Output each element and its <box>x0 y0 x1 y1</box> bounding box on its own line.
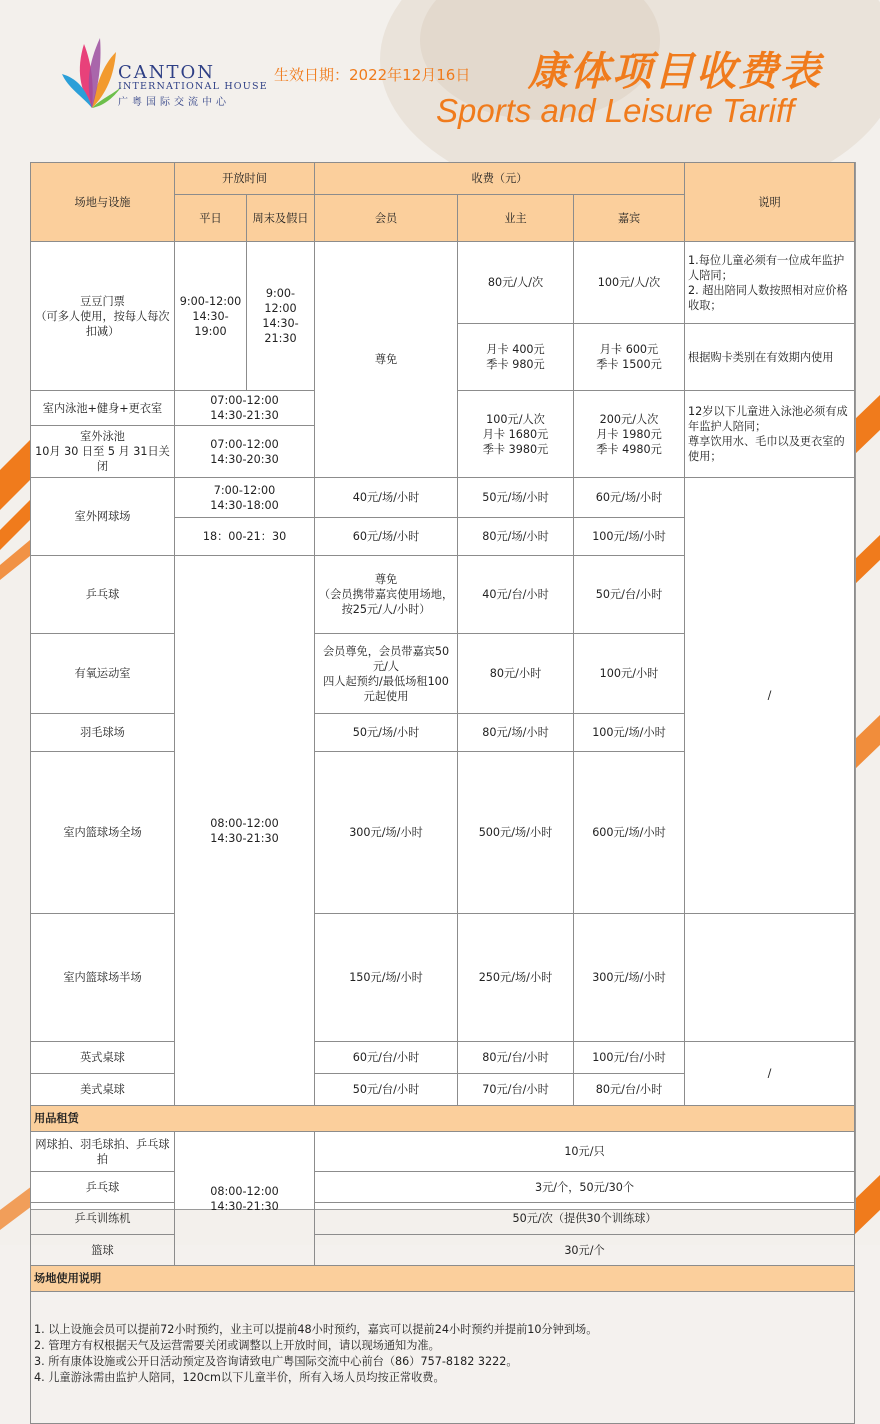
pool-note: 12岁以下儿童进入泳池必须有成年监护人陪同； 尊享饮用水、毛巾以及更衣室的使用； <box>685 391 855 478</box>
venue-aerobic: 有氧运动室 <box>31 634 175 714</box>
rule-line: 4. 儿童游泳需由监护人陪同，120cm以下儿童半价，所有入场人员均按正常收费。 <box>34 1371 445 1384</box>
rental-item-name: 乒乓球 <box>31 1172 175 1203</box>
doudou-weekday-hours: 9:00-12:00 14:30-19:00 <box>175 242 247 391</box>
venue-tennis: 室外网球场 <box>31 478 175 556</box>
venue-basketball-half: 室内篮球场半场 <box>31 914 175 1042</box>
tennis-member-night: 60元/场/小时 <box>315 518 458 556</box>
venue-badminton: 羽毛球场 <box>31 714 175 752</box>
doudou-note: 1.每位儿童必须有一位成年监护人陪同； 2. 超出陪同人数按照相对应价格收取； <box>685 242 855 324</box>
header-member: 会员 <box>315 195 458 242</box>
header-weekend: 周末及假日 <box>247 195 315 242</box>
rental-item-price: 50元/次（提供30个训练球） <box>315 1203 855 1235</box>
tennis-hours-day: 7:00-12:00 14:30-18:00 <box>175 478 315 518</box>
tariff-table <box>30 162 855 1424</box>
lotus-logo-icon <box>62 30 122 112</box>
bball-half-owner-fee: 250元/场/小时 <box>458 914 574 1042</box>
rental-item-price: 3元/个，50元/30个 <box>315 1172 855 1203</box>
venue-outdoor-pool: 室外泳池 10月 30 日至 5 月 31日关闭 <box>31 426 175 478</box>
brand-logo <box>118 62 268 108</box>
venue-pool-table: 美式桌球 <box>31 1074 175 1106</box>
venue-basketball-full: 室内篮球场全场 <box>31 752 175 914</box>
rental-hours: 08:00-12:00 14:30-21:30 <box>175 1132 315 1266</box>
snooker-owner-fee: 80元/台/小时 <box>458 1042 574 1074</box>
usage-rules <box>31 1292 855 1424</box>
header-fee: 收费（元） <box>315 163 685 195</box>
doudou-owner-card: 月卡 400元 季卡 980元 <box>458 324 574 391</box>
header-guest: 嘉宾 <box>574 195 685 242</box>
badminton-member-fee: 50元/场/小时 <box>315 714 458 752</box>
doudou-weekend-hours: 9:00-12:00 14:30- 21:30 <box>247 242 315 391</box>
rule-line: 1. 以上设施会员可以提前72小时预约，业主可以提前48小时预约，嘉宾可以提前24小时预约并提前10分钟到场。 <box>34 1323 598 1336</box>
snooker-member-fee: 60元/台/小时 <box>315 1042 458 1074</box>
rental-item-name: 篮球 <box>31 1235 175 1266</box>
pool-table-owner-fee: 70元/台/小时 <box>458 1074 574 1106</box>
doudou-pool-member-fee: 尊免 <box>315 242 458 478</box>
rental-item-name: 网球拍、羽毛球拍、乒乓球拍 <box>31 1132 175 1172</box>
pingpong-member-fee: 尊免 （会员携带嘉宾使用场地，按25元/人/小时） <box>315 556 458 634</box>
rental-section-title: 用品租赁 <box>31 1106 855 1132</box>
rules-section-title: 场地使用说明 <box>31 1266 855 1292</box>
header-venue: 场地与设施 <box>31 163 175 242</box>
effective-date: 生效日期：2022年12月16日 <box>274 66 471 84</box>
sports-note-slash: / <box>685 478 855 914</box>
tennis-guest-day: 60元/场/小时 <box>574 478 685 518</box>
doudou-owner-fee: 80元/人/次 <box>458 242 574 324</box>
bball-full-guest-fee: 600元/场/小时 <box>574 752 685 914</box>
aerobic-owner-fee: 80元/小时 <box>458 634 574 714</box>
bball-half-member-fee: 150元/场/小时 <box>315 914 458 1042</box>
doudou-guest-card: 月卡 600元 季卡 1500元 <box>574 324 685 391</box>
header-note: 说明 <box>685 163 855 242</box>
header-hours: 开放时间 <box>175 163 315 195</box>
page-title-chinese: 康体项目收费表 <box>528 49 822 95</box>
venue-indoor-pool: 室内泳池+健身+更衣室 <box>31 391 175 426</box>
pool-guest-fee: 200元/人次 月卡 1980元 季卡 4980元 <box>574 391 685 478</box>
page-header <box>0 0 880 160</box>
doudou-card-note: 根据购卡类别在有效期内使用 <box>685 324 855 391</box>
bball-full-member-fee: 300元/场/小时 <box>315 752 458 914</box>
badminton-owner-fee: 80元/场/小时 <box>458 714 574 752</box>
venue-snooker: 英式桌球 <box>31 1042 175 1074</box>
header-owner: 业主 <box>458 195 574 242</box>
tennis-guest-night: 100元/场/小时 <box>574 518 685 556</box>
rental-item-price: 10元/只 <box>315 1132 855 1172</box>
logo-chinese-name: 广粤国际交流中心 <box>118 97 230 108</box>
tennis-owner-day: 50元/场/小时 <box>458 478 574 518</box>
tennis-hours-night: 18：00-21：30 <box>175 518 315 556</box>
indoor-pool-hours: 07:00-12:00 14:30-21:30 <box>175 391 315 426</box>
bball-half-guest-fee: 300元/场/小时 <box>574 914 685 1042</box>
aerobic-guest-fee: 100元/小时 <box>574 634 685 714</box>
pool-table-guest-fee: 80元/台/小时 <box>574 1074 685 1106</box>
aerobic-member-fee: 会员尊免，会员带嘉宾50元/人 四人起预约/最低场租100元起使用 <box>315 634 458 714</box>
page-title-english: Sports and Leisure Tariff <box>436 92 795 129</box>
badminton-guest-fee: 100元/场/小时 <box>574 714 685 752</box>
header-weekday: 平日 <box>175 195 247 242</box>
logo-subname: INTERNATIONAL HOUSE <box>118 81 268 92</box>
venue-pingpong: 乒乓球 <box>31 556 175 634</box>
bball-full-owner-fee: 500元/场/小时 <box>458 752 574 914</box>
doudou-guest-fee: 100元/人/次 <box>574 242 685 324</box>
rental-item-name: 乒乓训练机 <box>31 1203 175 1235</box>
rule-line: 2. 管理方有权根据天气及运营需要关闭或调整以上开放时间，请以现场通知为准。 <box>34 1339 440 1352</box>
outdoor-pool-hours: 07:00-12:00 14:30-20:30 <box>175 426 315 478</box>
venue-doudou: 豆豆门票 （可多人使用，按每人每次扣减） <box>31 242 175 391</box>
pool-owner-fee: 100元/人次 月卡 1680元 季卡 3980元 <box>458 391 574 478</box>
shared-hours: 08:00-12:00 14:30-21:30 <box>175 556 315 1106</box>
billiard-note-slash: / <box>685 1042 855 1106</box>
pingpong-guest-fee: 50元/台/小时 <box>574 556 685 634</box>
tennis-member-day: 40元/场/小时 <box>315 478 458 518</box>
pool-table-member-fee: 50元/台/小时 <box>315 1074 458 1106</box>
snooker-guest-fee: 100元/台/小时 <box>574 1042 685 1074</box>
rental-item-price: 30元/个 <box>315 1235 855 1266</box>
tennis-owner-night: 80元/场/小时 <box>458 518 574 556</box>
logo-name: CANTON <box>118 62 216 83</box>
pingpong-owner-fee: 40元/台/小时 <box>458 556 574 634</box>
rule-line: 3. 所有康体设施或公开日活动预定及咨询请致电广粤国际交流中心前台（86）757-8182 3222。 <box>34 1355 518 1368</box>
